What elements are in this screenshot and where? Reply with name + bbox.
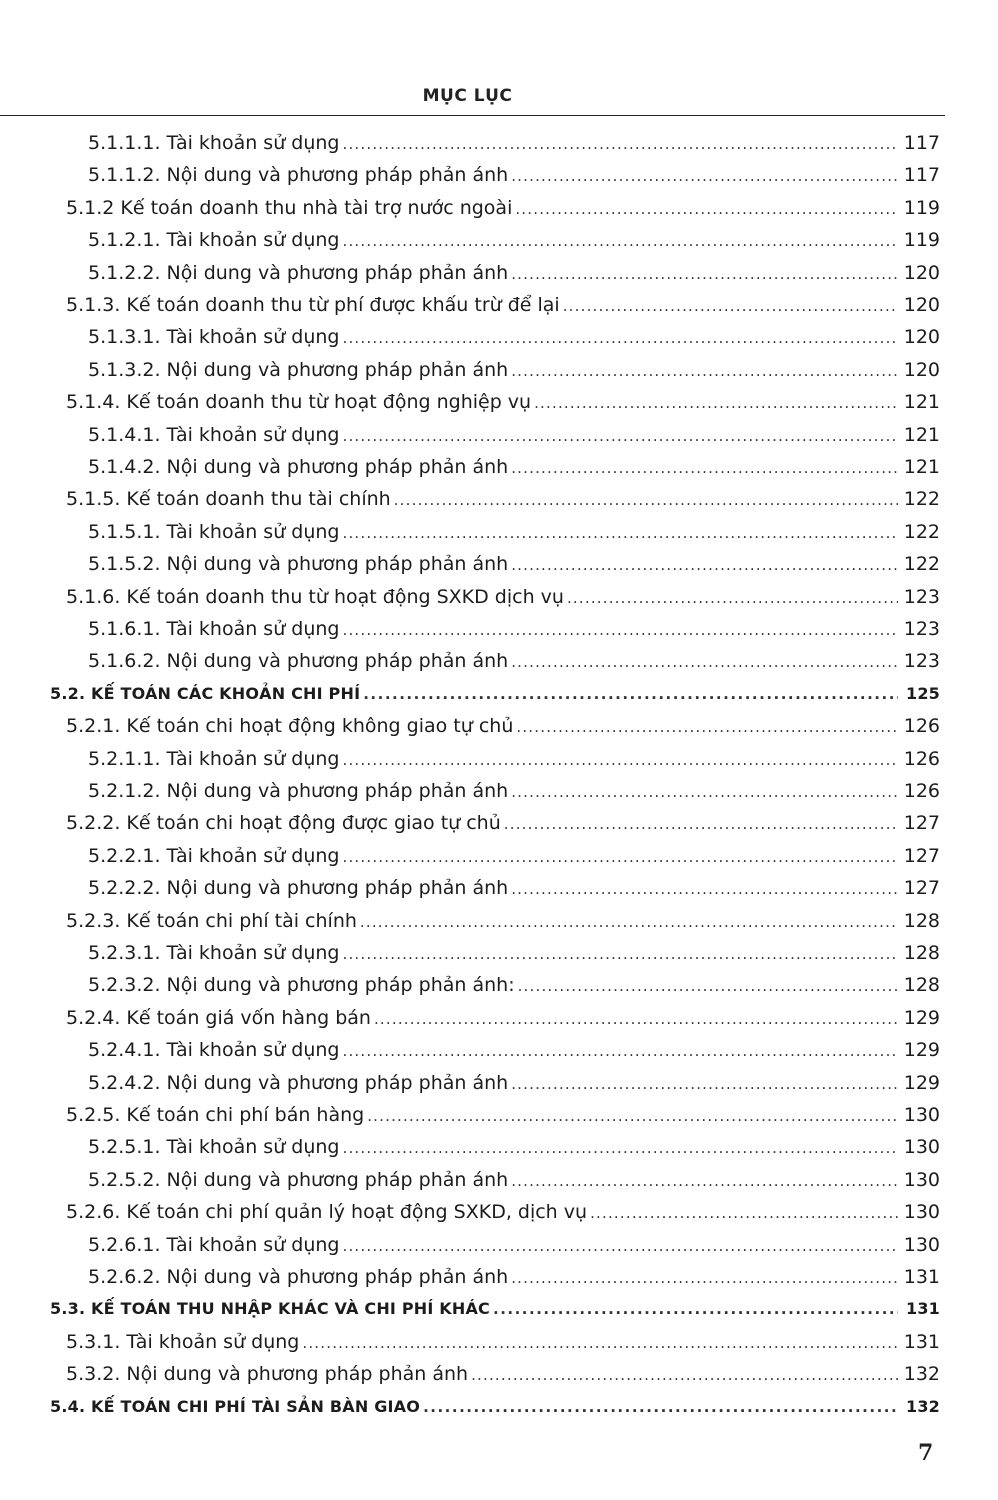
toc-entry-title: 5.2.1.1. Tài khoản sử dụng [88, 747, 340, 770]
toc-dot-leader [511, 356, 898, 386]
toc-entry-title: 5.3. KẾ TOÁN THU NHẬP KHÁC VÀ CHI PHÍ KHÁC [50, 1299, 490, 1319]
toc-entry[interactable] [0, 193, 998, 223]
toc-dot-leader [590, 1198, 898, 1228]
toc-entry-title: 5.2.5. Kế toán chi phí bán hàng [66, 1104, 365, 1126]
toc-entry-page: 130 [903, 1136, 940, 1159]
toc-entry-page: 131 [903, 1266, 940, 1288]
toc-dot-leader [394, 485, 898, 515]
toc-dot-leader [511, 1263, 898, 1293]
toc-entry-title: 5.2.4.1. Tài khoản sử dụng [88, 1039, 340, 1062]
toc-entry[interactable] [0, 614, 998, 644]
toc-entry-title: 5.1.5. Kế toán doanh thu tài chính [66, 488, 391, 511]
toc-entry-title: 5.2.6.2. Nội dung và phương pháp phản ánh [88, 1266, 509, 1288]
toc-entry-page: 123 [903, 618, 940, 640]
toc-entry-title: 5.1.5.2. Nội dung và phương pháp phản ánh [88, 553, 509, 576]
toc-entry-title: 5.1.4.2. Nội dung và phương pháp phản ánh [88, 456, 509, 478]
toc-entry-page: 132 [906, 1396, 940, 1416]
toc-entry-page: 126 [903, 747, 940, 770]
toc-entry-title: 5.1.3.2. Nội dung và phương pháp phản ánh [88, 358, 509, 381]
toc-entry-title: 5.2.2.2. Nội dung và phương pháp phản ánh [88, 877, 509, 900]
toc-entry-title: 5.2.2.1. Tài khoản sử dụng [88, 844, 340, 867]
toc-entry-title: 5.4. KẾ TOÁN CHI PHÍ TÀI SẢN BÀN GIAO [50, 1396, 421, 1416]
toc-dot-leader [342, 129, 898, 159]
toc-entry[interactable] [0, 711, 998, 741]
toc-entry-title: 5.2.6.1. Tài khoản sử dụng [88, 1233, 340, 1256]
toc-dot-leader [515, 194, 898, 224]
toc-entry-page: 119 [903, 229, 940, 252]
toc-dot-leader [511, 1166, 898, 1196]
toc-entry-page: 128 [903, 909, 940, 932]
toc-dot-leader [567, 583, 898, 613]
toc-entry-title: 5.2.6. Kế toán chi phí quản lý hoạt động SXKD, dịch vụ [66, 1201, 588, 1224]
toc-entry-title: 5.2.3.2. Nội dung và phương pháp phản ánh: [88, 974, 515, 997]
toc-dot-leader [518, 971, 898, 1001]
toc-entry[interactable] [0, 906, 998, 936]
toc-entry-title: 5.1.6.1. Tài khoản sử dụng [88, 618, 340, 640]
toc-dot-leader [504, 809, 898, 839]
toc-dot-leader [302, 1328, 898, 1358]
toc-entry-title: 5.3.1. Tài khoản sử dụng [66, 1330, 300, 1353]
toc-entry-page: 119 [903, 196, 940, 219]
toc-entry[interactable] [0, 322, 998, 352]
toc-entry-page: 130 [903, 1168, 940, 1191]
toc-dot-leader [342, 1133, 898, 1163]
toc-entry[interactable] [0, 1132, 998, 1162]
toc-entry-title: 5.2. KẾ TOÁN CÁC KHOẢN CHI PHÍ [50, 683, 361, 703]
toc-entry-page: 123 [903, 585, 940, 608]
toc-dot-leader [342, 226, 898, 256]
toc-entry-page: 121 [903, 456, 940, 478]
toc-entry-page: 128 [903, 942, 940, 964]
toc-entry[interactable] [0, 873, 998, 903]
header-rule [0, 115, 945, 116]
toc-entry-title: 5.2.1. Kế toán chi hoạt động không giao tự chủ [66, 715, 514, 738]
toc-entry[interactable] [0, 646, 998, 676]
toc-entry[interactable] [0, 1359, 998, 1389]
toc-entry-page: 130 [903, 1201, 940, 1224]
toc-entry[interactable] [0, 355, 998, 385]
toc-entry[interactable] [0, 128, 998, 158]
toc-entry-title: 5.2.3. Kế toán chi phí tài chính [66, 909, 357, 932]
toc-entry-page: 120 [903, 326, 940, 349]
toc-entry-page: 121 [903, 391, 940, 414]
toc-entry-page: 121 [903, 423, 940, 446]
toc-entry[interactable] [0, 160, 998, 190]
toc-dot-leader [511, 874, 898, 904]
toc-dot-leader [563, 291, 898, 321]
toc-dot-leader [511, 259, 898, 289]
toc-entry-title: 5.2.1.2. Nội dung và phương pháp phản ánh [88, 780, 509, 802]
toc-entry-title: 5.1.3. Kế toán doanh thu từ phí được khấu trừ để lại [66, 294, 560, 316]
toc-entry[interactable] [0, 808, 998, 838]
toc-entry-page: 122 [903, 553, 940, 576]
toc-entry[interactable] [0, 225, 998, 255]
toc-entry[interactable] [0, 1003, 998, 1033]
toc-entry-title: 5.1.2.1. Tài khoản sử dụng [88, 229, 340, 252]
toc-dot-leader [374, 1004, 898, 1034]
toc-entry[interactable] [0, 1100, 998, 1130]
toc-entry-title: 5.1.4. Kế toán doanh thu từ hoạt động nghiệp vụ [66, 391, 532, 414]
toc-entry-page: 129 [903, 1006, 940, 1029]
toc-entry-page: 129 [903, 1071, 940, 1094]
toc-dot-leader [342, 323, 898, 353]
toc-dot-leader [342, 745, 898, 775]
toc-entry-page: 131 [906, 1299, 940, 1319]
toc-entry[interactable] [0, 1230, 998, 1260]
toc-dot-leader [342, 518, 898, 548]
toc-entry-page: 130 [903, 1233, 940, 1256]
toc-entry-title: 5.2.5.1. Tài khoản sử dụng [88, 1136, 340, 1159]
toc-dot-leader [363, 679, 898, 709]
toc-dot-leader [423, 1392, 898, 1422]
toc-entry-title: 5.2.4.2. Nội dung và phương pháp phản ánh [88, 1071, 509, 1094]
toc-dot-leader [511, 161, 898, 191]
toc-entry-page: 131 [903, 1330, 940, 1353]
toc-entry-title: 5.1.2 Kế toán doanh thu nhà tài trợ nước ngoài [66, 196, 513, 219]
toc-dot-leader [511, 647, 898, 677]
toc-entry[interactable] [0, 1068, 998, 1098]
toc-entry-page: 126 [903, 715, 940, 738]
toc-entry[interactable] [0, 1165, 998, 1195]
toc-entry-page: 122 [903, 488, 940, 511]
toc-entry[interactable] [0, 776, 998, 806]
toc-dot-leader [342, 1231, 898, 1261]
toc-entry-title: 5.1.6.2. Nội dung và phương pháp phản ánh [88, 650, 509, 673]
toc-entry-title: 5.2.5.2. Nội dung và phương pháp phản ánh [88, 1168, 509, 1191]
toc-dot-leader [342, 1036, 898, 1066]
toc-dot-leader [342, 421, 898, 451]
toc-entry[interactable] [0, 387, 998, 417]
toc-entry[interactable] [0, 420, 998, 450]
toc-entry-page: 120 [903, 358, 940, 381]
toc-entry[interactable] [0, 582, 998, 612]
toc-entry[interactable] [0, 1197, 998, 1227]
toc-entry-page: 126 [903, 780, 940, 802]
toc-entry-title: 5.1.1.2. Nội dung và phương pháp phản ánh [88, 164, 509, 187]
toc-entry-page: 127 [903, 844, 940, 867]
toc-entry[interactable] [0, 970, 998, 1000]
toc-dot-leader [360, 907, 898, 937]
toc-dot-leader [342, 939, 898, 969]
toc-entry-title: 5.1.1.1. Tài khoản sử dụng [88, 132, 340, 154]
toc-entry-title: 5.1.3.1. Tài khoản sử dụng [88, 326, 340, 349]
toc-entry[interactable] [0, 452, 998, 482]
toc-entry-page: 117 [903, 164, 940, 187]
toc-entry-title: 5.1.4.1. Tài khoản sử dụng [88, 423, 340, 446]
toc-entry-title: 5.1.5.1. Tài khoản sử dụng [88, 520, 340, 543]
toc-entry[interactable] [0, 1327, 998, 1357]
toc-dot-leader [511, 453, 898, 483]
toc-dot-leader [511, 1069, 898, 1099]
toc-dot-leader [367, 1101, 898, 1131]
toc-entry[interactable] [0, 1392, 998, 1422]
toc-entry-title: 5.2.2. Kế toán chi hoạt động được giao tự chủ [66, 812, 501, 835]
toc-entry-page: 132 [903, 1363, 940, 1386]
toc-entry-title: 5.2.4. Kế toán giá vốn hàng bán [66, 1006, 371, 1029]
toc-dot-leader [342, 615, 898, 645]
toc-dot-leader [511, 550, 898, 580]
toc-entry[interactable] [0, 549, 998, 579]
toc-entry[interactable] [0, 1294, 998, 1324]
toc-entry-page: 120 [903, 294, 940, 316]
toc-entry[interactable] [0, 744, 998, 774]
toc-entry[interactable] [0, 290, 998, 320]
toc-entry-page: 127 [903, 877, 940, 900]
toc-entry-title: 5.2.3.1. Tài khoản sử dụng [88, 942, 340, 964]
toc-dot-leader [511, 777, 898, 807]
toc-entry[interactable] [0, 1262, 998, 1292]
toc-entry-page: 120 [903, 261, 940, 284]
toc-entry[interactable] [0, 938, 998, 968]
toc-entry-page: 117 [903, 132, 940, 154]
toc-entry-page: 130 [903, 1104, 940, 1126]
toc-dot-leader [471, 1360, 898, 1390]
toc-entry[interactable] [0, 1035, 998, 1065]
toc-entry-page: 125 [906, 683, 940, 703]
toc-entry-title: 5.3.2. Nội dung và phương pháp phản ánh [66, 1363, 469, 1386]
toc-entry[interactable] [0, 517, 998, 547]
toc-entry-page: 122 [903, 520, 940, 543]
toc-entry[interactable] [0, 258, 998, 288]
toc-entry-page: 123 [903, 650, 940, 673]
toc-entry[interactable] [0, 679, 998, 709]
toc-entry-page: 128 [903, 974, 940, 997]
page-number: 7 [918, 1440, 934, 1466]
page-header-title: MỤC LỤC [422, 86, 513, 106]
toc-dot-leader [493, 1294, 898, 1324]
toc-dot-leader [516, 712, 898, 742]
toc-entry-title: 5.1.2.2. Nội dung và phương pháp phản ánh [88, 261, 509, 284]
toc-entry[interactable] [0, 484, 998, 514]
toc-entry-page: 129 [903, 1039, 940, 1062]
toc-entry-page: 127 [903, 812, 940, 835]
toc-entry[interactable] [0, 841, 998, 871]
toc-dot-leader [342, 842, 898, 872]
toc-entry-title: 5.1.6. Kế toán doanh thu từ hoạt động SXKD dịch vụ [66, 585, 564, 608]
toc-dot-leader [534, 388, 898, 418]
